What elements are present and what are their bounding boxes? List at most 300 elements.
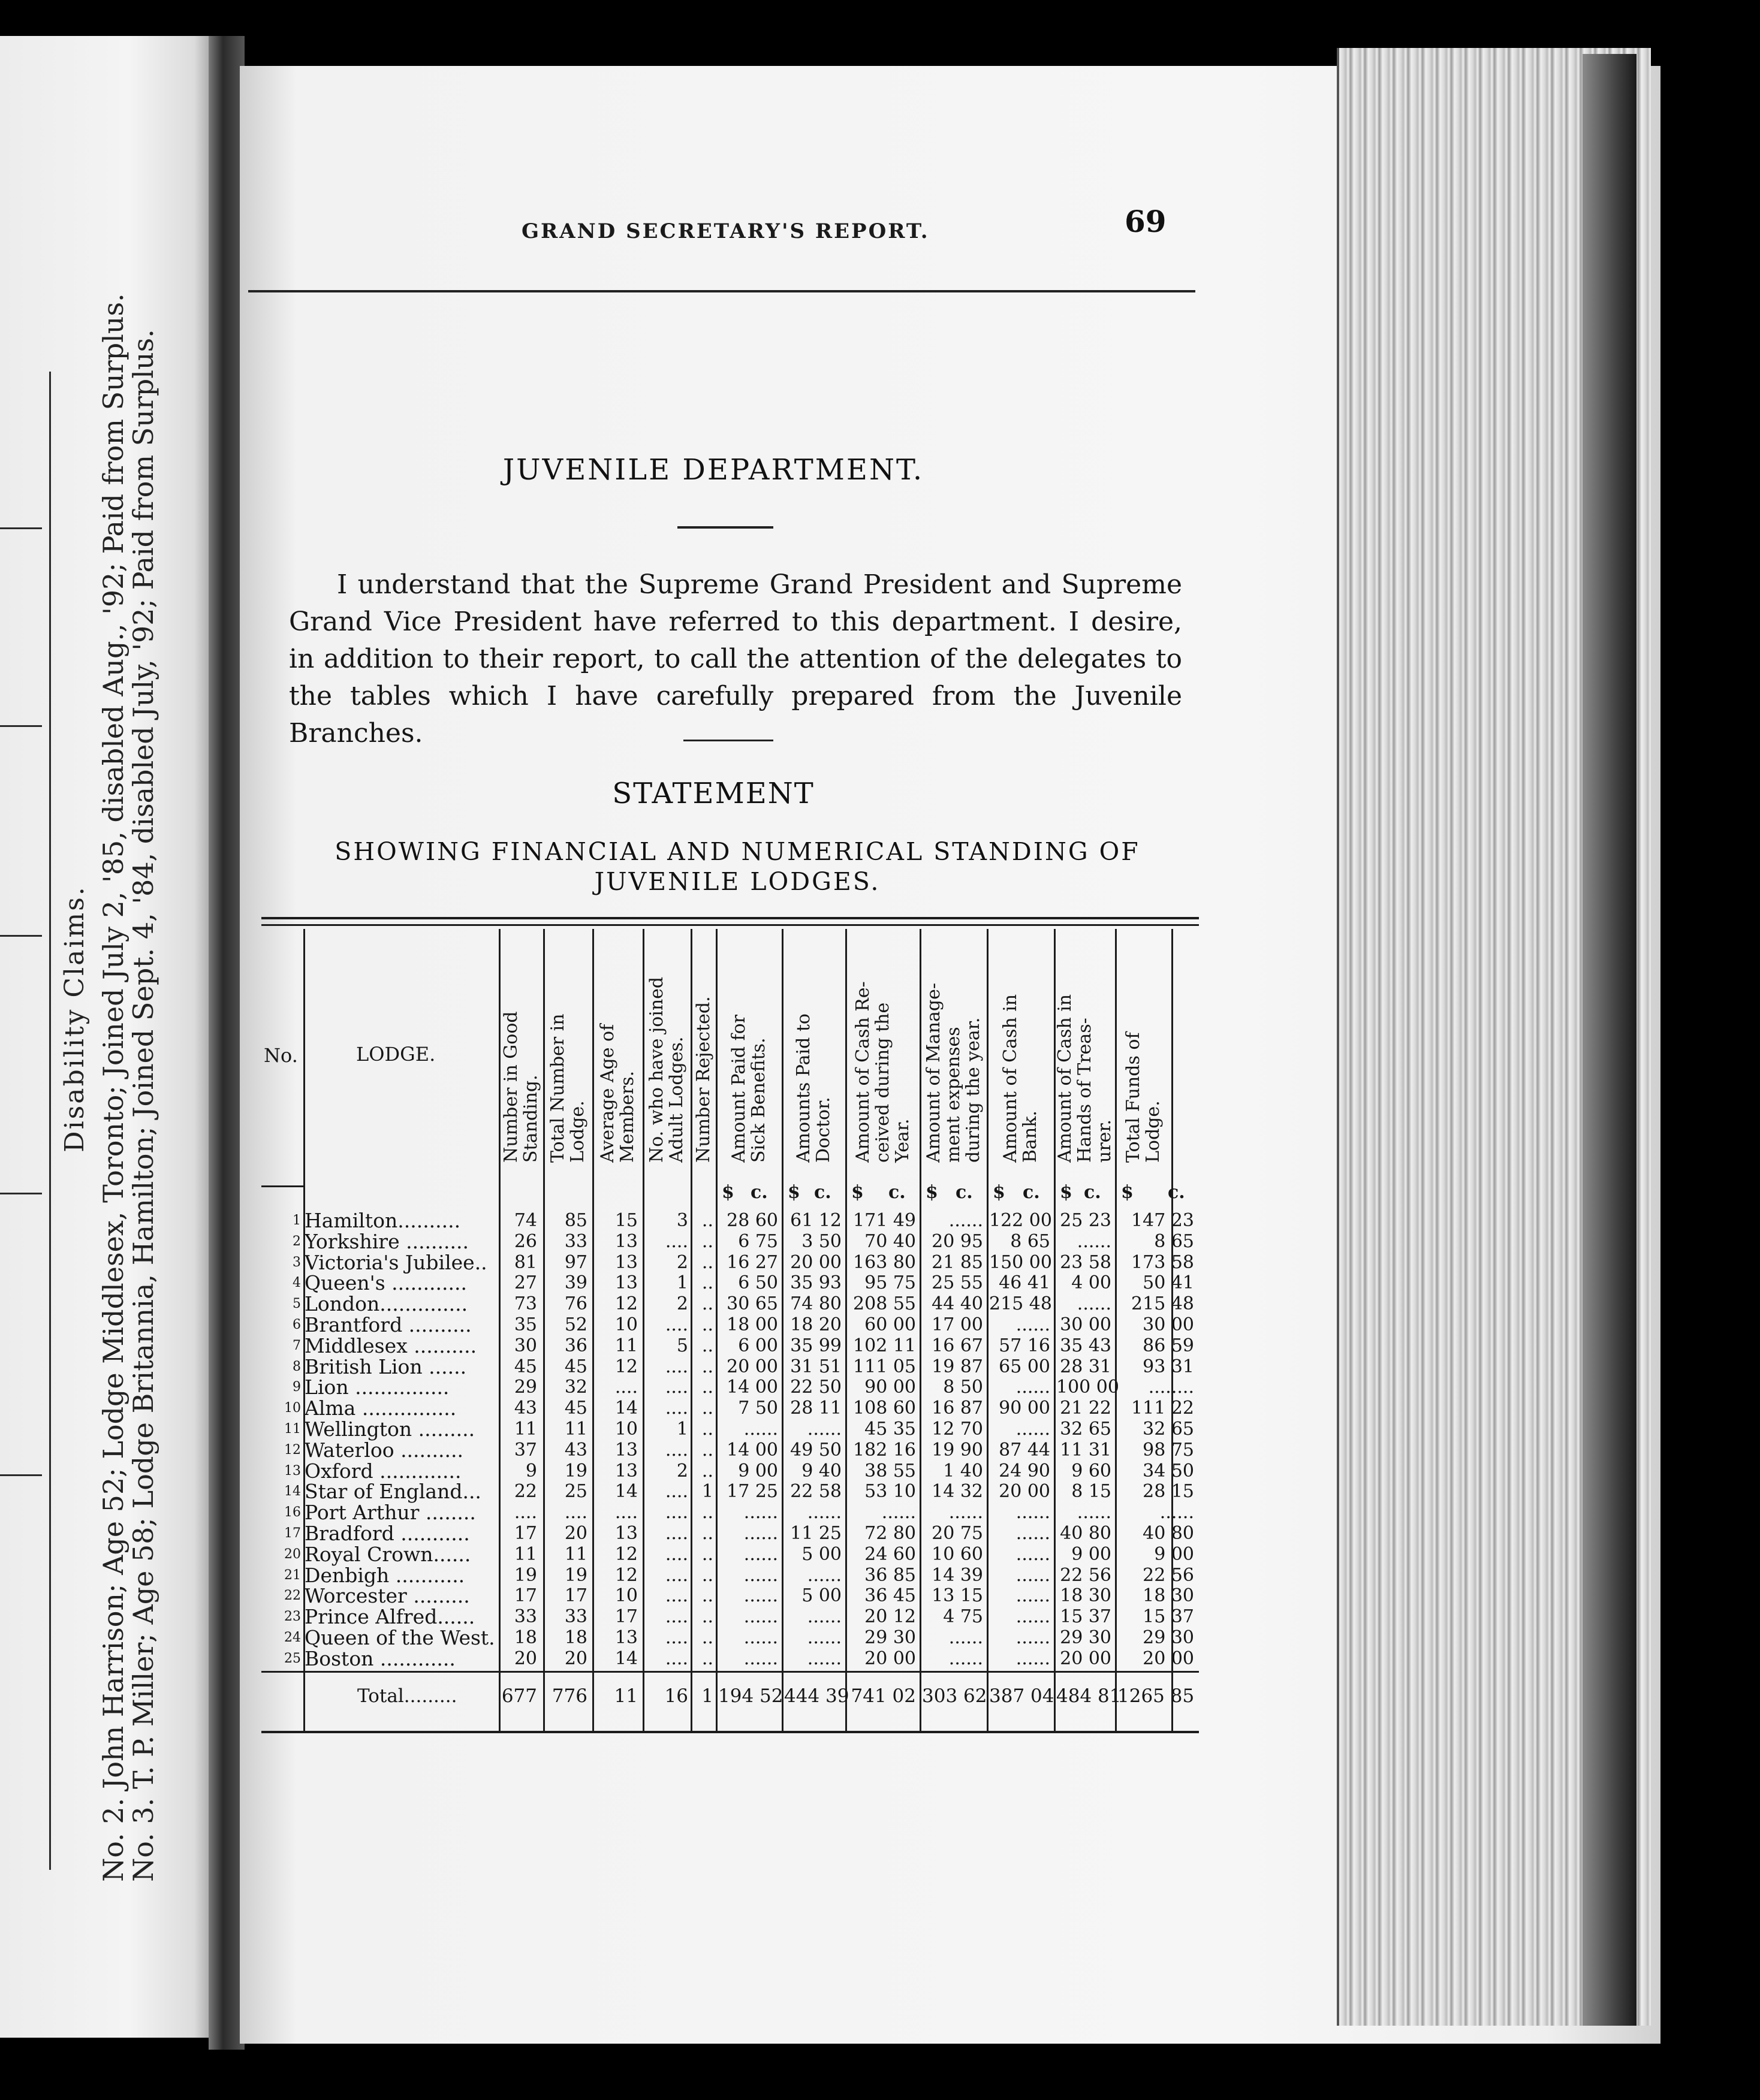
table-row — [261, 1646, 1199, 1670]
statement-title: STATEMENT — [612, 777, 815, 810]
cell-total: 52 — [564, 1314, 587, 1335]
cell-doc: 74 80 — [790, 1293, 842, 1315]
row-number: 8 — [293, 1359, 301, 1374]
cell-treas: ...... — [1077, 1293, 1111, 1315]
row-number: 12 — [284, 1442, 301, 1458]
table-row — [261, 1586, 1199, 1606]
table-row — [261, 1628, 1199, 1648]
left-page-tick — [0, 1474, 42, 1476]
cell-rej: .. — [701, 1419, 713, 1440]
cell-rej: .. — [701, 1335, 713, 1356]
cell-doc: 22 58 — [790, 1481, 842, 1502]
lodge-name: Worcester ......... — [305, 1584, 470, 1608]
lodge-name: British Lion ...... — [305, 1354, 467, 1378]
cell-treas: 4 00 — [1071, 1272, 1111, 1294]
cell-doc: 61 12 — [790, 1210, 842, 1231]
cell-mgmt: ...... — [948, 1502, 983, 1523]
cell-joined: 5 — [676, 1335, 688, 1356]
cell-funds: 40 80 — [1143, 1523, 1194, 1544]
cell-joined: 2 — [676, 1251, 688, 1273]
header-line: Adult Lodges. — [666, 1036, 687, 1163]
lodge-name: Lion ............... — [305, 1375, 450, 1399]
cell-good: 43 — [514, 1398, 537, 1419]
unit-cents: c. — [751, 1182, 768, 1203]
header-line: urer. — [1093, 1120, 1115, 1163]
cell-mgmt: 20 75 — [932, 1523, 983, 1544]
cell-mgmt: 25 55 — [932, 1272, 983, 1294]
cell-good: 74 — [514, 1210, 537, 1231]
cell-bank: 20 00 — [999, 1481, 1050, 1502]
cell-funds: 18 30 — [1143, 1585, 1194, 1607]
table-row — [261, 1480, 1199, 1504]
left-page-rule — [49, 372, 51, 1870]
cell-joined: .... — [665, 1314, 688, 1335]
table-row — [261, 1294, 1199, 1314]
cell-joined: .... — [665, 1481, 688, 1502]
cell-good: 22 — [514, 1481, 537, 1502]
header-line: during the year. — [962, 1017, 984, 1163]
lodge-name: Boston ............ — [305, 1646, 456, 1670]
row-number: 23 — [284, 1609, 301, 1625]
cell-joined: .... — [665, 1627, 688, 1648]
cell-total: 85 — [564, 1210, 587, 1231]
cell-joined: .... — [665, 1606, 688, 1628]
header-line: ceived during the — [872, 1002, 893, 1163]
cell-total: 33 — [564, 1606, 587, 1628]
cell-sick: ...... — [743, 1564, 778, 1586]
cell-doc: ...... — [807, 1419, 842, 1440]
header-rule — [248, 290, 1195, 292]
total-bank: 387 04 — [989, 1685, 1054, 1707]
cell-mgmt: 8 50 — [943, 1377, 983, 1398]
cell-total: 39 — [564, 1272, 587, 1294]
cell-joined: .... — [665, 1230, 688, 1252]
header-cash-bank — [1000, 994, 1040, 1163]
row-number: 11 — [284, 1422, 301, 1437]
row-number: 22 — [284, 1588, 301, 1604]
cell-mgmt: 12 70 — [932, 1419, 983, 1440]
cell-bank: 46 41 — [999, 1272, 1050, 1294]
row-number: 5 — [293, 1296, 301, 1312]
table-row — [261, 1273, 1199, 1293]
total-joined: 16 — [664, 1685, 688, 1707]
cell-bank: 65 00 — [999, 1356, 1050, 1377]
cell-rej: .. — [701, 1377, 713, 1398]
cell-bank: ...... — [1015, 1606, 1050, 1628]
cell-doc: 35 99 — [790, 1335, 842, 1356]
cell-doc: ...... — [807, 1564, 842, 1586]
cell-age: 11 — [614, 1335, 638, 1356]
header-line: Total Funds of — [1123, 1032, 1144, 1163]
cell-age: 17 — [614, 1606, 638, 1628]
cell-funds: 9 00 — [1154, 1543, 1194, 1565]
cell-good: 33 — [514, 1606, 537, 1628]
cell-total: 18 — [564, 1627, 587, 1648]
cell-bank: ...... — [1015, 1377, 1050, 1398]
cell-funds: 29 30 — [1143, 1627, 1194, 1648]
header-line: Lodge. — [1143, 1100, 1164, 1163]
table-row — [261, 1544, 1199, 1564]
cell-treas: 18 30 — [1060, 1585, 1111, 1607]
table-row — [261, 1211, 1199, 1230]
cell-age: 12 — [614, 1543, 638, 1565]
cell-age: 13 — [614, 1523, 638, 1544]
header-line: Hands of Treas- — [1074, 1018, 1095, 1163]
row-number: 9 — [293, 1380, 301, 1395]
header-good-standing — [501, 1011, 541, 1163]
cell-joined: .... — [665, 1585, 688, 1607]
cell-funds: 93 31 — [1143, 1356, 1194, 1377]
total-recv: 741 02 — [851, 1685, 916, 1707]
cell-treas: 22 56 — [1060, 1564, 1111, 1586]
cell-sick: ...... — [743, 1648, 778, 1669]
table-top-rule — [261, 917, 1199, 919]
header-line: Year. — [891, 1118, 913, 1163]
header-line: Amount of Cash in — [1054, 994, 1075, 1163]
cell-good: 9 — [525, 1460, 537, 1482]
cell-mgmt: ...... — [948, 1627, 983, 1648]
cell-total: 76 — [564, 1293, 587, 1315]
table-row — [261, 1229, 1199, 1253]
unit-cents: c. — [1023, 1182, 1040, 1203]
cell-sick: 16 27 — [727, 1251, 778, 1273]
cell-total: 20 — [564, 1523, 587, 1544]
cell-good: 45 — [514, 1356, 537, 1377]
cell-treas: 40 80 — [1060, 1523, 1111, 1544]
cell-bank: 87 44 — [999, 1439, 1050, 1461]
book-edge-shadow — [1583, 54, 1637, 2026]
divider-rule — [683, 740, 773, 741]
total-sick: 194 52 — [718, 1685, 783, 1707]
cell-recv: 171 49 — [853, 1210, 916, 1231]
cell-good: 73 — [514, 1293, 537, 1315]
table-row — [261, 1523, 1199, 1543]
cell-age: 13 — [614, 1230, 638, 1252]
cell-rej: .. — [701, 1648, 713, 1669]
cell-rej: .. — [701, 1230, 713, 1252]
cell-joined: 2 — [676, 1460, 688, 1482]
cell-treas: 29 30 — [1060, 1627, 1111, 1648]
cell-joined: .... — [665, 1523, 688, 1544]
cell-funds: 50 41 — [1143, 1272, 1194, 1294]
cell-good: 35 — [514, 1314, 537, 1335]
cell-funds: 8 65 — [1154, 1230, 1194, 1252]
cell-mgmt: 19 90 — [932, 1439, 983, 1461]
cell-doc: 20 00 — [790, 1251, 842, 1273]
cell-age: 10 — [614, 1585, 638, 1607]
total-total: 776 — [551, 1685, 587, 1707]
cell-age: 14 — [614, 1481, 638, 1502]
cell-doc: ...... — [807, 1502, 842, 1523]
header-no: No. — [264, 1044, 298, 1067]
cell-mgmt: 16 67 — [932, 1335, 983, 1356]
cell-treas: 30 00 — [1060, 1314, 1111, 1335]
cell-recv: 111 05 — [853, 1356, 916, 1377]
cell-rej: .. — [701, 1439, 713, 1461]
cell-joined: .... — [665, 1648, 688, 1669]
cell-recv: 60 00 — [864, 1314, 916, 1335]
cell-rej: .. — [701, 1356, 713, 1377]
cell-doc: 3 50 — [801, 1230, 842, 1252]
cell-recv: 24 60 — [864, 1543, 916, 1565]
header-total-number — [548, 1013, 587, 1163]
cell-sick: ...... — [743, 1419, 778, 1440]
lodge-name: Waterloo .......... — [305, 1438, 463, 1462]
row-number: 7 — [293, 1338, 301, 1353]
lodge-name: Royal Crown...... — [305, 1542, 471, 1566]
cell-joined: .... — [665, 1502, 688, 1523]
cell-treas: ...... — [1077, 1230, 1111, 1252]
header-line: Standing. — [520, 1075, 541, 1163]
page-number: 69 — [1125, 204, 1167, 239]
header-line: Doctor. — [813, 1097, 834, 1163]
cell-joined: 1 — [676, 1272, 688, 1294]
table-row — [261, 1315, 1199, 1335]
cell-good: 11 — [514, 1543, 537, 1565]
cell-rej: .. — [701, 1564, 713, 1586]
left-page-tick — [0, 725, 42, 727]
cell-sick: 30 65 — [727, 1293, 778, 1315]
cell-sick: 6 75 — [738, 1230, 778, 1252]
cell-treas: 23 58 — [1060, 1251, 1111, 1273]
lodge-name: London.............. — [305, 1292, 468, 1316]
lodge-name: Prince Alfred...... — [305, 1605, 475, 1629]
cell-joined: .... — [665, 1543, 688, 1565]
unit-dollar: $ — [1060, 1182, 1072, 1203]
row-number: 17 — [284, 1526, 301, 1541]
unit-cents: c. — [1084, 1182, 1101, 1203]
cell-recv: 38 55 — [864, 1460, 916, 1482]
cell-doc: 5 00 — [801, 1543, 842, 1565]
cell-mgmt: 10 60 — [932, 1543, 983, 1565]
table-row — [261, 1419, 1199, 1439]
table-bottom-rule — [261, 1731, 1199, 1733]
cell-bank: 122 00 — [989, 1210, 1052, 1231]
table-row — [261, 1398, 1199, 1418]
table-row — [261, 1440, 1199, 1460]
cell-rej: .. — [701, 1251, 713, 1273]
cell-sick: 20 00 — [727, 1356, 778, 1377]
cell-good: 26 — [514, 1230, 537, 1252]
lodge-name: Brantford .......... — [305, 1313, 472, 1336]
table-top-rule — [261, 924, 1199, 926]
left-page-tick — [0, 1193, 42, 1194]
claim-line: No. 2. John Harrison; Age 52; Lodge Middlesex, Toronto; Joined July 2, '85, disabled Aug., '92; Paid from Surplus. — [97, 293, 129, 1882]
lodge-name: Alma ............... — [305, 1396, 457, 1420]
cell-mgmt: 1 40 — [943, 1460, 983, 1482]
cell-bank: 24 90 — [999, 1460, 1050, 1482]
header-rule — [261, 1185, 303, 1187]
cell-rej: .. — [701, 1460, 713, 1482]
header-line: Number Rejected. — [692, 996, 714, 1163]
cell-recv: 102 11 — [853, 1335, 916, 1356]
cell-total: 17 — [564, 1585, 587, 1607]
header-rejected — [694, 996, 713, 1163]
lodge-name: Wellington ......... — [305, 1417, 475, 1441]
cell-total: 45 — [564, 1356, 587, 1377]
cell-treas: 9 60 — [1071, 1460, 1111, 1482]
left-page-tick — [0, 935, 42, 937]
header-total-funds — [1123, 1032, 1163, 1163]
cell-sick: ...... — [743, 1627, 778, 1648]
cell-joined: 1 — [676, 1419, 688, 1440]
cell-funds: 34 50 — [1143, 1460, 1194, 1482]
cell-sick: 17 25 — [727, 1481, 778, 1502]
cell-total: 19 — [564, 1564, 587, 1586]
table-row — [261, 1250, 1199, 1274]
cell-total: 11 — [564, 1419, 587, 1440]
cell-mgmt: 21 85 — [932, 1251, 983, 1273]
cell-treas: 9 00 — [1071, 1543, 1111, 1565]
cell-sick: 9 00 — [738, 1460, 778, 1482]
lodge-name: Yorkshire .......... — [305, 1229, 469, 1253]
cell-good: 30 — [514, 1335, 537, 1356]
cell-bank: 90 00 — [999, 1398, 1050, 1419]
cell-doc: 11 25 — [790, 1523, 842, 1544]
section-title: JUVENILE DEPARTMENT. — [502, 453, 924, 487]
lodge-name: Queen of the West. — [305, 1626, 495, 1649]
unit-dollar: $ — [788, 1182, 800, 1203]
cell-good: 17 — [514, 1523, 537, 1544]
cell-recv: 72 80 — [864, 1523, 916, 1544]
row-number: 2 — [293, 1233, 301, 1249]
header-line: Average Age of — [597, 1024, 618, 1163]
cell-recv: 182 16 — [853, 1439, 916, 1461]
unit-dollar: $ — [926, 1182, 938, 1203]
cell-treas: 28 31 — [1060, 1356, 1111, 1377]
cell-funds: ...... — [1159, 1502, 1194, 1523]
cell-funds: 173 58 — [1131, 1251, 1194, 1273]
cell-bank: ...... — [1015, 1627, 1050, 1648]
unit-dollar: $ — [722, 1182, 734, 1203]
cell-mgmt: 17 00 — [932, 1314, 983, 1335]
lodge-name: Queen's ............ — [305, 1271, 467, 1295]
total-rej: 1 — [701, 1685, 713, 1707]
total-mgmt: 303 62 — [922, 1685, 987, 1707]
cell-funds: 32 65 — [1143, 1419, 1194, 1440]
cell-age: 13 — [614, 1251, 638, 1273]
statement-subtitle: SHOWING FINANCIAL AND NUMERICAL STANDING OF JUVENILE LODGES. — [334, 837, 1140, 896]
cell-joined: .... — [665, 1564, 688, 1586]
header-line: Amount Paid for — [728, 1015, 749, 1163]
cell-funds: 30 00 — [1143, 1314, 1194, 1335]
cell-recv: 70 40 — [864, 1230, 916, 1252]
cell-funds: 215 48 — [1131, 1293, 1194, 1315]
cell-rej: .. — [701, 1293, 713, 1315]
cell-age: 14 — [614, 1398, 638, 1419]
lodge-table — [261, 917, 1199, 1738]
cell-rej: .. — [701, 1272, 713, 1294]
cell-recv: 29 30 — [864, 1627, 916, 1648]
cell-rej: .. — [701, 1606, 713, 1628]
cell-joined: .... — [665, 1398, 688, 1419]
header-line: Members. — [617, 1070, 638, 1163]
cell-good: .... — [514, 1502, 537, 1523]
cell-rej: .. — [701, 1398, 713, 1419]
cell-doc: ...... — [807, 1627, 842, 1648]
cell-rej: .. — [701, 1210, 713, 1231]
cell-bank: 8 65 — [1010, 1230, 1050, 1252]
cell-doc: ...... — [807, 1606, 842, 1628]
cell-treas: 35 43 — [1060, 1335, 1111, 1356]
cell-funds: 98 75 — [1143, 1439, 1194, 1461]
cell-treas: 11 31 — [1060, 1439, 1111, 1461]
cell-doc: 31 51 — [790, 1356, 842, 1377]
cell-good: 29 — [514, 1377, 537, 1398]
cell-doc: 5 00 — [801, 1585, 842, 1607]
cell-age: 13 — [614, 1272, 638, 1294]
cell-bank: ...... — [1015, 1502, 1050, 1523]
cell-doc: 22 50 — [790, 1377, 842, 1398]
row-number: 25 — [284, 1651, 301, 1666]
header-line: Lodge. — [567, 1100, 588, 1163]
row-number: 3 — [293, 1254, 301, 1270]
cell-good: 18 — [514, 1627, 537, 1648]
cell-bank: ...... — [1015, 1314, 1050, 1335]
cell-age: .... — [614, 1502, 638, 1523]
cell-age: 12 — [614, 1564, 638, 1586]
cell-rej: .. — [701, 1502, 713, 1523]
header-average-age — [598, 1024, 637, 1163]
cell-joined: 2 — [676, 1293, 688, 1315]
total-age: 11 — [614, 1685, 638, 1707]
unit-cents: c. — [814, 1182, 831, 1203]
lodge-name: Port Arthur ........ — [305, 1501, 476, 1525]
lodge-name: Oxford ............. — [305, 1459, 462, 1483]
header-sick-benefits — [729, 1015, 769, 1163]
cell-age: 15 — [614, 1210, 638, 1231]
cell-funds: 15 37 — [1143, 1606, 1194, 1628]
cell-recv: 108 60 — [853, 1398, 916, 1419]
cell-recv: 45 35 — [864, 1419, 916, 1440]
cell-mgmt: 20 95 — [932, 1230, 983, 1252]
header-line: Total Number in — [547, 1013, 568, 1163]
total-treas: 484 81 — [1056, 1685, 1122, 1707]
cell-bank: ...... — [1015, 1564, 1050, 1586]
cell-mgmt: 44 40 — [932, 1293, 983, 1315]
table-row — [261, 1565, 1199, 1585]
cell-funds: 111 22 — [1131, 1398, 1194, 1419]
cell-doc: 49 50 — [790, 1439, 842, 1461]
unit-cents: c. — [888, 1182, 906, 1203]
total-doc: 444 39 — [784, 1685, 849, 1707]
cell-total: 19 — [564, 1460, 587, 1482]
cell-age: 10 — [614, 1314, 638, 1335]
cell-mgmt: 19 87 — [932, 1356, 983, 1377]
unit-cents: c. — [1168, 1182, 1185, 1203]
row-number: 24 — [284, 1630, 301, 1645]
claim-line: No. 3. T. P. Miller; Age 58; Lodge Britannia, Hamilton; Joined Sept. 4, '84, disabled July, '92; Paid from Surplus. — [127, 329, 159, 1882]
left-page-text — [59, 293, 159, 1882]
intro-paragraph: I understand that the Supreme Grand President and Supreme Grand Vice President have referred to this department. I desire, in addition to their report, to call the attention of the delegates to the tables which I have carefully prepared from the Juvenile Branches. — [289, 569, 1182, 749]
cell-treas: 15 37 — [1060, 1606, 1111, 1628]
header-line: Amount of Cash Re- — [852, 981, 873, 1163]
cell-treas: 25 23 — [1060, 1210, 1111, 1231]
row-number: 1 — [293, 1213, 301, 1228]
cell-joined: .... — [665, 1439, 688, 1461]
cell-treas: 8 15 — [1071, 1481, 1111, 1502]
header-line: Amount of Manage- — [923, 982, 944, 1163]
cell-funds: ........ — [1148, 1377, 1194, 1398]
cell-mgmt: ...... — [948, 1210, 983, 1231]
cell-good: 37 — [514, 1439, 537, 1461]
header-management — [924, 983, 983, 1163]
cell-good: 11 — [514, 1419, 537, 1440]
cell-rej: 1 — [701, 1481, 713, 1502]
cell-bank: 57 16 — [999, 1335, 1050, 1356]
cell-sick: 14 00 — [727, 1439, 778, 1461]
cell-total: 45 — [564, 1398, 587, 1419]
